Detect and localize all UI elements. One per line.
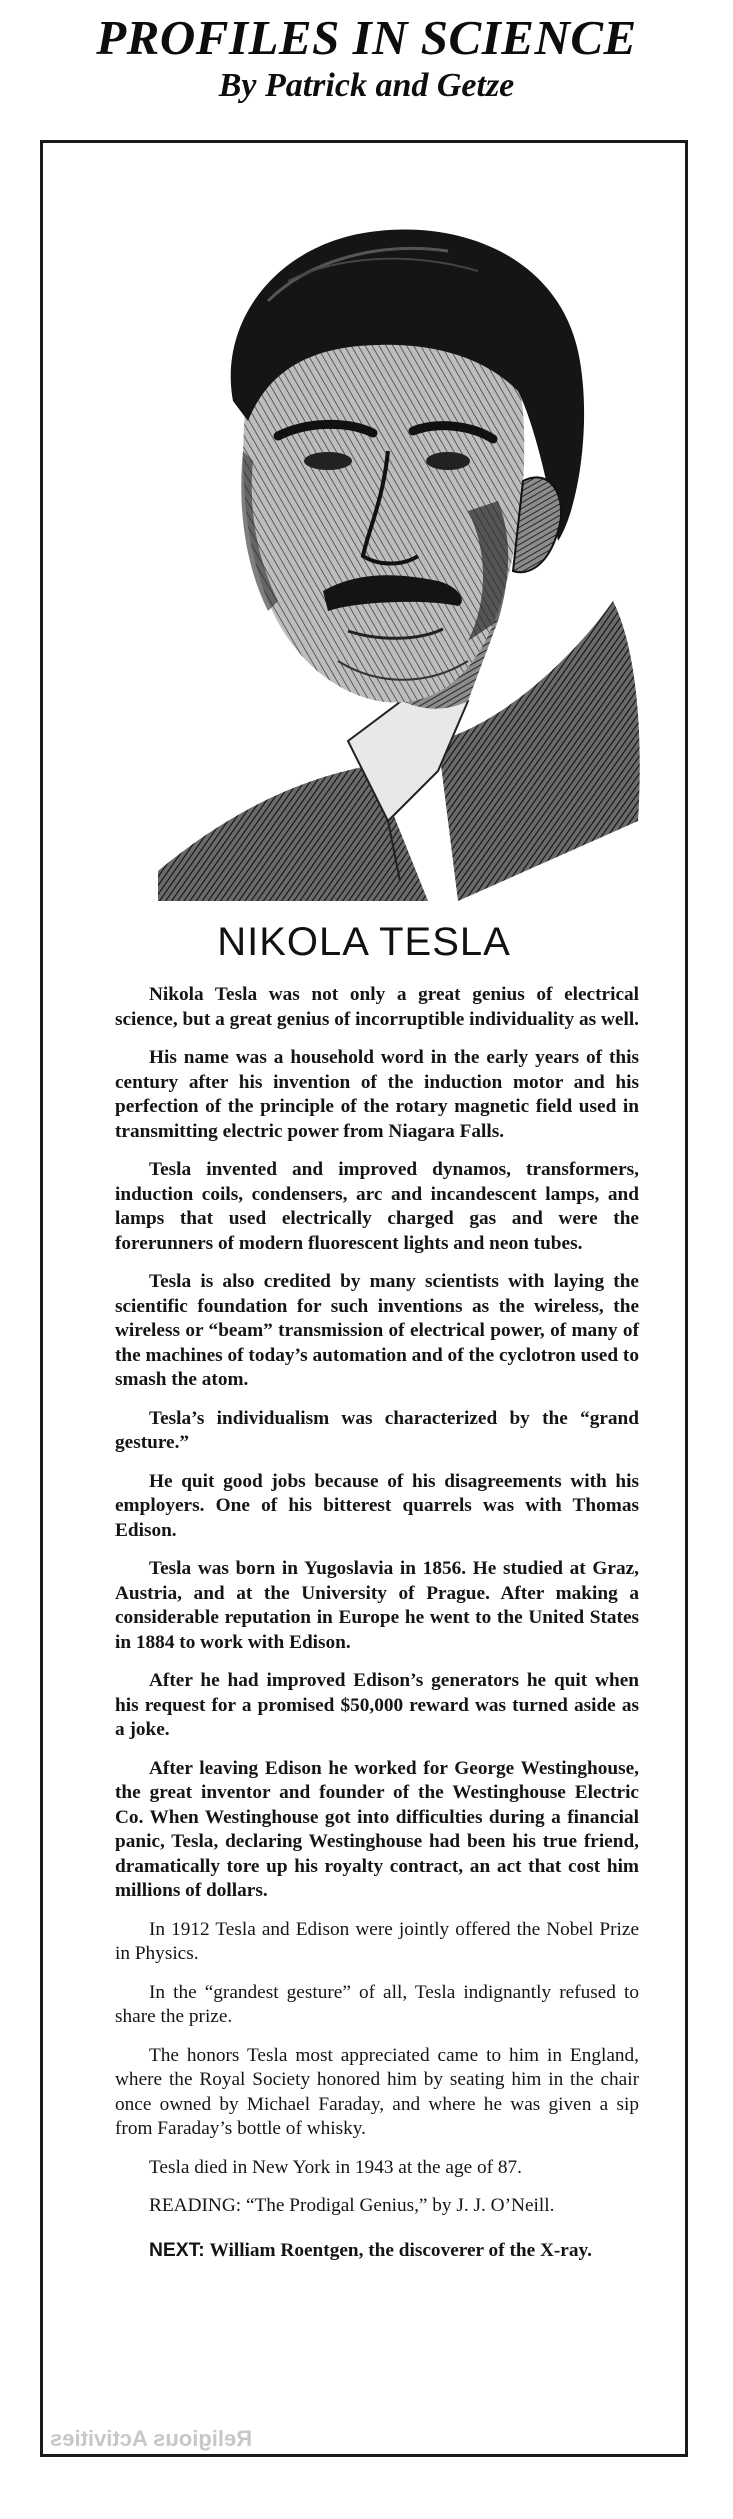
- byline: By Patrick and Getze: [218, 67, 515, 104]
- paragraph: Tesla invented and improved dynamos, transformers, induction coils, condensers, arc and incandescent lamps, and lamps that used electrically charged gas and were the forerunners of modern fluorescent lights and neon tubes.: [115, 1159, 639, 1254]
- paragraph: Tesla is also credited by many scientists with laying the scientific foundation for such inventions as the wireless, the wireless or “beam” transmission of electrical power, of many of the machines of today’s automation and of the cyclotron used to smash the atom.: [115, 1271, 639, 1390]
- article-heading: NIKOLA TESLA: [217, 920, 511, 964]
- reading-text: “The Prodigal Genius,” by J. J. O’Neill.: [245, 2195, 555, 2216]
- paragraph: After he had improved Edison’s generators he quit when his request for a promised $50,000 reward was turned aside as a joke.: [115, 1670, 639, 1740]
- paragraph: In 1912 Tesla and Edison were jointly offered the Nobel Prize in Physics.: [115, 1918, 639, 1964]
- page-header: [0, 0, 733, 106]
- tesla-portrait: [138, 181, 658, 901]
- paragraph: After leaving Edison he worked for George Westinghouse, the great inventor and founder of the Westinghouse Electric Co. When Westinghouse got into difficulties during a financial panic, Tesla, declaring Westinghouse had been his true friend, dramatically tore up his royalty contract, an act that cost him millions of dollars.: [115, 1757, 639, 1901]
- reading-label: READING:: [149, 2195, 242, 2216]
- paragraph: Nikola Tesla was not only a great genius of electrical science, but a great genius of incorruptible individuality as well.: [115, 984, 640, 1030]
- paragraph: His name was a household word in the early years of this century after his invention of the induction motor and his perfection of the principle of the rotary magnetic field used in transmitting electric power from Niagara Falls.: [115, 1047, 639, 1142]
- next-teaser: [115, 2239, 639, 2264]
- next-label: NEXT:: [149, 2239, 205, 2261]
- paragraph: Tesla’s individualism was characterized by the “grand gesture.”: [115, 1407, 639, 1453]
- paragraph: In the “grandest gesture” of all, Tesla indignantly refused to share the prize.: [115, 1981, 639, 2027]
- paragraph: Tesla was born in Yugoslavia in 1856. He studied at Graz, Austria, and at the University of Prague. After making a considerable reputation in Europe he went to the United States in 1884 to work with Edison.: [115, 1558, 639, 1653]
- article-frame: [40, 140, 688, 2457]
- paragraph: The honors Tesla most appreciated came to him in England, where the Royal Society honored him by seating him in the chair once owned by Michael Faraday, and where he was given a sip from Faraday’s bottle of whisky.: [115, 2044, 639, 2139]
- reading-note: [115, 2194, 639, 2219]
- next-text: William Roentgen, the discoverer of the X-ray.: [209, 2239, 592, 2261]
- column-title: PROFILES IN SCIENCE: [96, 10, 637, 65]
- article-body: [115, 983, 639, 2282]
- paragraph: He quit good jobs because of his disagreements with his employers. One of his bitterest quarrels was with Thomas Edison.: [115, 1470, 639, 1541]
- bleed-through-text: Religious Activities: [50, 2426, 253, 2451]
- paragraph: Tesla died in New York in 1943 at the age of 87.: [149, 2156, 522, 2178]
